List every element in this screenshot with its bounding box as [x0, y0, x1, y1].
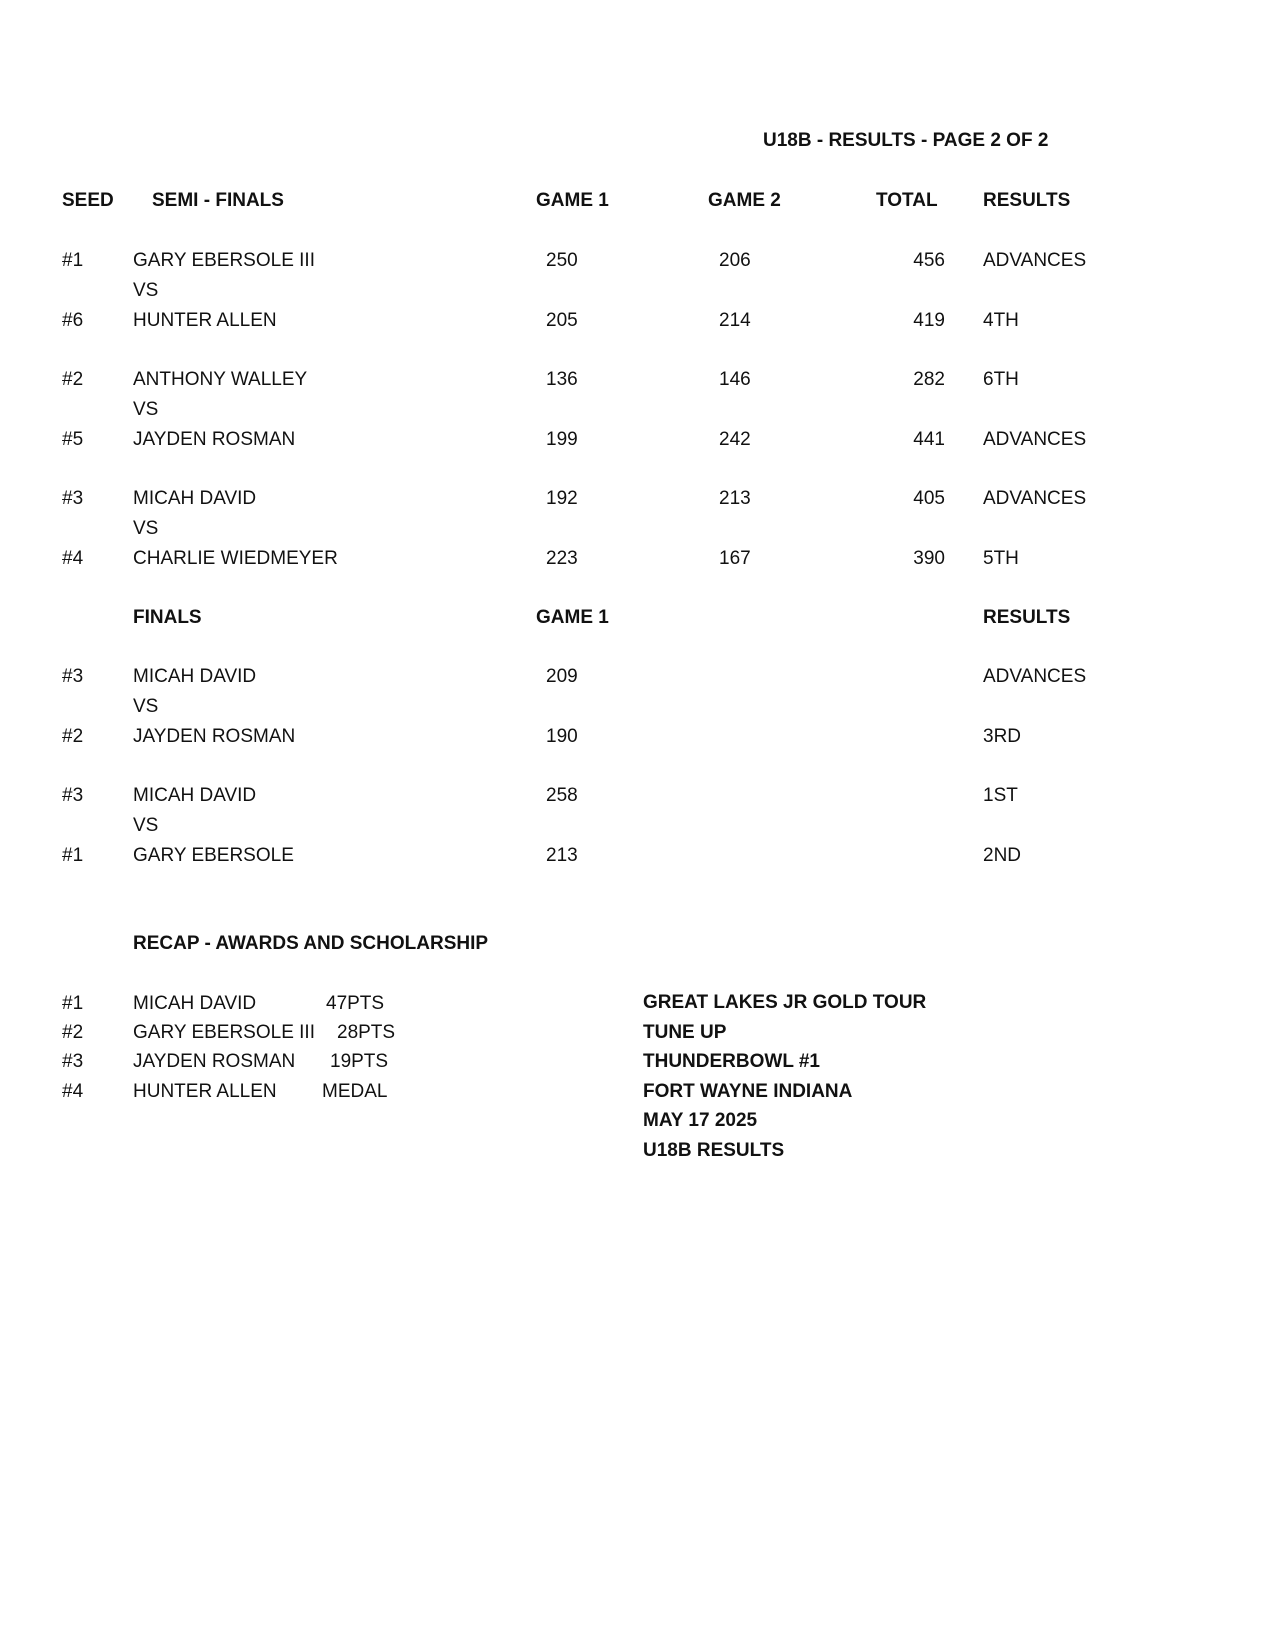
recap-name: MICAH DAVID — [133, 993, 257, 1014]
game1-score: 190 — [546, 726, 578, 747]
game1-score: 199 — [546, 429, 578, 450]
vs-label: VS — [133, 280, 159, 301]
recap-name: HUNTER ALLEN — [133, 1081, 277, 1102]
game2-score: 213 — [719, 488, 751, 509]
result: 6TH — [983, 369, 1019, 390]
total-score: 282 — [913, 369, 945, 390]
game1-score: 250 — [546, 250, 578, 271]
vs-label: VS — [133, 399, 159, 420]
total-score: 419 — [913, 310, 945, 331]
vs-label: VS — [133, 696, 159, 717]
player-name: GARY EBERSOLE — [133, 845, 294, 866]
event-line: TUNE UP — [643, 1022, 727, 1043]
seed: #5 — [62, 429, 84, 450]
game1-score: 192 — [546, 488, 578, 509]
recap-rank: #4 — [62, 1081, 84, 1102]
event-line: U18B RESULTS — [643, 1140, 785, 1161]
recap-name: JAYDEN ROSMAN — [133, 1051, 296, 1072]
total-score: 441 — [913, 429, 945, 450]
game1-score: 209 — [546, 666, 578, 687]
player-name: JAYDEN ROSMAN — [133, 726, 296, 747]
game1-score: 136 — [546, 369, 578, 390]
header-game1: GAME 1 — [536, 190, 609, 211]
player-name: ANTHONY WALLEY — [133, 369, 308, 390]
event-line: GREAT LAKES JR GOLD TOUR — [643, 992, 927, 1013]
header-game2: GAME 2 — [708, 190, 781, 211]
result: ADVANCES — [983, 250, 1087, 271]
recap-award: MEDAL — [322, 1081, 388, 1102]
recap-award: 47PTS — [326, 993, 385, 1014]
result: 1ST — [983, 785, 1018, 806]
seed: #4 — [62, 548, 84, 569]
seed: #6 — [62, 310, 84, 331]
recap-title: RECAP - AWARDS AND SCHOLARSHIP — [133, 933, 489, 954]
result: 2ND — [983, 845, 1022, 866]
player-name: GARY EBERSOLE III — [133, 250, 315, 271]
recap-award: 19PTS — [330, 1051, 389, 1072]
result: ADVANCES — [983, 488, 1087, 509]
total-score: 390 — [913, 548, 945, 569]
recap-rank: #2 — [62, 1022, 84, 1043]
recap-rank: #1 — [62, 993, 84, 1014]
total-score: 456 — [913, 250, 945, 271]
game1-score: 258 — [546, 785, 578, 806]
game2-score: 242 — [719, 429, 751, 450]
header-finals-results: RESULTS — [983, 607, 1071, 628]
page-title: U18B - RESULTS - PAGE 2 OF 2 — [763, 130, 1049, 151]
game2-score: 214 — [719, 310, 751, 331]
header-results: RESULTS — [983, 190, 1071, 211]
seed: #3 — [62, 666, 84, 687]
header-total: TOTAL — [876, 190, 938, 211]
game1-score: 213 — [546, 845, 578, 866]
player-name: MICAH DAVID — [133, 488, 257, 509]
vs-label: VS — [133, 518, 159, 539]
recap-rank: #3 — [62, 1051, 84, 1072]
total-score: 405 — [913, 488, 945, 509]
result: 4TH — [983, 310, 1019, 331]
player-name: JAYDEN ROSMAN — [133, 429, 296, 450]
player-name: CHARLIE WIEDMEYER — [133, 548, 338, 569]
seed: #3 — [62, 488, 84, 509]
game1-score: 223 — [546, 548, 578, 569]
seed: #1 — [62, 250, 84, 271]
result: ADVANCES — [983, 429, 1087, 450]
event-line: FORT WAYNE INDIANA — [643, 1081, 853, 1102]
result: 5TH — [983, 548, 1019, 569]
header-finals-game1: GAME 1 — [536, 607, 609, 628]
player-name: MICAH DAVID — [133, 785, 257, 806]
player-name: HUNTER ALLEN — [133, 310, 277, 331]
result: ADVANCES — [983, 666, 1087, 687]
header-finals: FINALS — [133, 607, 202, 628]
game1-score: 205 — [546, 310, 578, 331]
header-seed: SEED — [62, 190, 114, 211]
event-line: THUNDERBOWL #1 — [643, 1051, 820, 1072]
seed: #2 — [62, 726, 84, 747]
seed: #2 — [62, 369, 84, 390]
seed: #3 — [62, 785, 84, 806]
header-semi-finals: SEMI - FINALS — [152, 190, 284, 211]
seed: #1 — [62, 845, 84, 866]
game2-score: 206 — [719, 250, 751, 271]
player-name: MICAH DAVID — [133, 666, 257, 687]
game2-score: 146 — [719, 369, 751, 390]
recap-name: GARY EBERSOLE III — [133, 1022, 315, 1043]
recap-award: 28PTS — [337, 1022, 396, 1043]
game2-score: 167 — [719, 548, 751, 569]
result: 3RD — [983, 726, 1022, 747]
vs-label: VS — [133, 815, 159, 836]
event-line: MAY 17 2025 — [643, 1110, 758, 1131]
